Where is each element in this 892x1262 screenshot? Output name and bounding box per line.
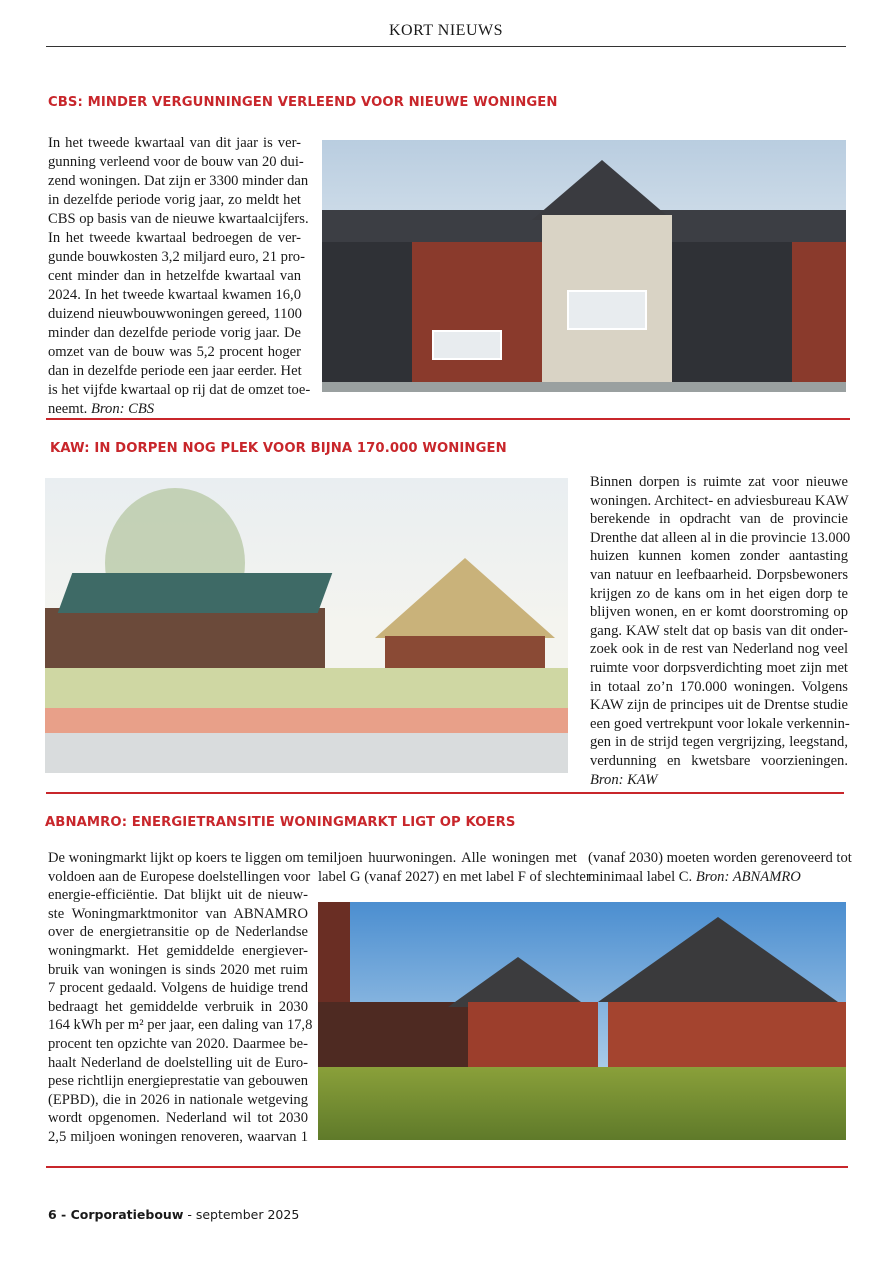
text-line: zend woningen. Dat zijn er 3300 minder dan bbox=[48, 173, 309, 189]
source-credit: Bron: CBS bbox=[90, 401, 155, 417]
text-line: in totaal zo’n 170.000 woningen. Volgens bbox=[590, 678, 848, 695]
text-line: blijven wonen, en er komt doorstroming op bbox=[590, 604, 848, 621]
text-line: ruimte voor dorpsverdichting moet zijn met bbox=[590, 659, 848, 676]
text-line: woningmarkt. Het gemiddelde energiever- bbox=[48, 942, 308, 959]
text-line: gunning verleend voor de bouw van 20 dui- bbox=[48, 154, 304, 170]
text-line: CBS op basis van de nieuwe kwartaalcijfers. bbox=[48, 211, 309, 227]
article-body-abnamro-col1 bbox=[48, 849, 318, 1147]
text-line: 164 kWh per m² per jaar, een daling van 17,8 bbox=[48, 1017, 313, 1034]
text-line: energie-efficiëntie. Dat blijkt uit de nieuw- bbox=[48, 887, 308, 904]
text-line: zoek ook in de rest van Nederland nog veel bbox=[590, 641, 848, 658]
section-header: KORT NIEUWS bbox=[388, 22, 503, 39]
article-body-abnamro-col3 bbox=[588, 849, 852, 886]
text-line: In het tweede kwartaal bedroegen de ver- bbox=[48, 230, 301, 246]
text-line: label G (vanaf 2027) en met label F of slechter bbox=[318, 868, 591, 885]
text-line: over de energietransitie op de Nederlandse bbox=[48, 924, 308, 941]
text-line: ste Woningmarktmonitor van ABNAMRO bbox=[48, 905, 308, 922]
text-line: huizen kunnen komen zonder aantasting bbox=[590, 548, 848, 565]
text-line: procent ten opzichte van 2020. Daarmee be- bbox=[48, 1035, 308, 1052]
text-line: berekende in opdracht van de provincie bbox=[590, 511, 848, 528]
issue-date: - september 2025 bbox=[183, 1207, 300, 1222]
magazine-name: Corporatiebouw bbox=[70, 1207, 184, 1222]
article-heading-cbs: CBS: MINDER VERGUNNINGEN VERLEEND VOOR NIEUWE WONINGEN bbox=[48, 95, 558, 110]
text-line: duizend nieuwbouwwoningen gereed, 1100 bbox=[48, 306, 302, 322]
article-heading-abnamro: ABNAMRO: ENERGIETRANSITIE WONINGMARKT LIGT OP KOERS bbox=[45, 815, 516, 830]
source-credit: Bron: KAW bbox=[590, 771, 658, 788]
text-line: Binnen dorpen is ruimte zat voor nieuwe bbox=[590, 474, 848, 490]
text-line: 7 procent gedaald. Volgens de huidige trend bbox=[48, 980, 308, 997]
text-line: cent minder dan in hetzelfde kwartaal van bbox=[48, 268, 301, 284]
text-line: (EPBD), die in 2026 in nationale wetgeving bbox=[48, 1091, 308, 1108]
article-heading-kaw: KAW: IN DORPEN NOG PLEK VOOR BIJNA 170.000 WONINGEN bbox=[50, 441, 507, 456]
text-line: In het tweede kwartaal van dit jaar is ver- bbox=[48, 135, 301, 151]
text-line: in dezelfde periode vorig jaar, zo meldt het bbox=[48, 192, 301, 208]
text-line: minder dan dezelfde periode vorig jaar. De bbox=[48, 325, 301, 341]
text-line: gunde bouwkosten 3,2 miljard euro, 21 pro- bbox=[48, 249, 305, 265]
text-line: haalt Nederland de doelstelling uit de Euro- bbox=[48, 1054, 308, 1071]
source-credit: Bron: ABNAMRO bbox=[695, 868, 801, 885]
text-line: KAW zijn de principes uit de Drentse studie bbox=[590, 697, 848, 714]
section-divider bbox=[46, 792, 844, 794]
text-line: is het vijfde kwartaal op rij dat de omzet toe- bbox=[48, 382, 311, 398]
photo-houses-solar-panels bbox=[318, 902, 846, 1140]
text-line: een goed vertrekpunt voor lokale verkennin- bbox=[590, 715, 850, 732]
section-divider bbox=[46, 418, 850, 420]
text-line: De woningmarkt lijkt op koers te liggen om te bbox=[48, 850, 318, 866]
article-body-abnamro-col2 bbox=[318, 849, 591, 886]
section-divider bbox=[46, 1166, 848, 1168]
text-line: van natuur en leefbaarheid. Dorpsbewoners bbox=[590, 566, 848, 583]
text-line: verdunning en kwetsbare voorzieningen. bbox=[590, 752, 848, 769]
text-line: woningen. Architect- en adviesbureau KAW bbox=[590, 492, 849, 509]
text-line: 2024. In het tweede kwartaal kwamen 16,0 bbox=[48, 287, 301, 303]
text-line bbox=[590, 771, 848, 790]
text-line: pese richtlijn energieprestatie van gebouwen bbox=[48, 1073, 308, 1090]
text-line: gang. KAW stelt dat op basis van dit onder- bbox=[590, 622, 848, 639]
page-number: 6 - bbox=[48, 1207, 71, 1222]
text-line: bedraagt het gemiddelde verbruik in 2030 bbox=[48, 998, 308, 1015]
text-line: minimaal label C. Bron: ABNAMRO bbox=[588, 868, 801, 885]
text-line: bruik van woningen is sinds 2020 met ruim bbox=[48, 961, 308, 978]
text-line: Drenthe dat alleen al in die provincie 13.000 bbox=[590, 529, 851, 546]
text-line: dan in dezelfde periode een jaar eerder. Het bbox=[48, 363, 302, 379]
illustration-village-housing bbox=[45, 478, 568, 773]
text-line: (vanaf 2030) moeten worden gerenoveerd tot bbox=[588, 850, 852, 866]
text-line: voldoen aan de Europese doelstellingen voor bbox=[48, 868, 311, 885]
text-line: gen in de strijd tegen vergrijzing, leegstand, bbox=[590, 734, 848, 751]
text-line: omzet van de bouw was 5,2 procent hoger bbox=[48, 344, 301, 360]
text-line: 2,5 miljoen woningen renoveren, waarvan 1 bbox=[48, 1128, 308, 1145]
text-line: neemt. Bron: CBS bbox=[48, 401, 155, 417]
text-line: wordt opgenomen. Nederland wil tot 2030 bbox=[48, 1110, 308, 1127]
photo-terraced-houses bbox=[322, 140, 846, 392]
header-divider bbox=[46, 46, 846, 47]
text-line: krijgen zo de kans om in het eigen dorp te bbox=[590, 585, 848, 602]
article-body-kaw bbox=[590, 473, 851, 789]
page-footer bbox=[48, 1207, 299, 1222]
text-line: miljoen huurwoningen. Alle woningen met bbox=[318, 850, 577, 866]
article-body-cbs bbox=[48, 134, 311, 419]
